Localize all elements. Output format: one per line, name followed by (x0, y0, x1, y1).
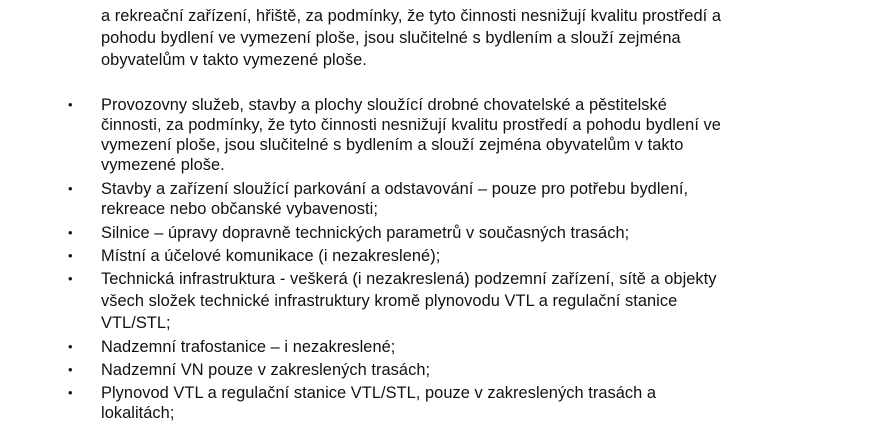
list-item-line: Nadzemní VN pouze v zakreslených trasách; (101, 361, 431, 379)
bullet-icon: • (68, 248, 73, 263)
bullet-icon: • (68, 97, 73, 112)
list-item-line: Nadzemní trafostanice – i nezakreslené; (101, 338, 396, 356)
bullet-icon: • (68, 225, 73, 240)
bullet-icon: • (68, 362, 73, 377)
bullet-icon: • (68, 339, 73, 354)
bullet-icon: • (68, 385, 73, 400)
list-item-line: lokalitách; (101, 404, 175, 422)
list-item-line: Plynovod VTL a regulační stanice VTL/STL, pouze v zakreslených trasách a (101, 384, 657, 402)
intro-line: pohodu bydlení ve vymezení ploše, jsou slučitelné s bydlením a slouží zejména (101, 29, 681, 47)
list-item-line: Provozovny služeb, stavby a plochy sloužící drobné chovatelské a pěstitelské (101, 96, 667, 114)
list-item-line: Místní a účelové komunikace (i nezakreslené); (101, 247, 441, 265)
intro-line: obyvatelům v takto vymezené ploše. (101, 51, 367, 69)
list-item-line: činnosti, za podmínky, že tyto činnosti nesnižují kvalitu prostředí a pohodu bydlení ve (101, 116, 721, 134)
list-item-line: rekreace nebo občanské vybavenosti; (101, 200, 378, 218)
list-item-line: Technická infrastruktura - veškerá (i nezakreslená) podzemní zařízení, sítě a objekty (101, 270, 717, 288)
intro-line: a rekreační zařízení, hřiště, za podmínky, že tyto činnosti nesnižují kvalitu prostředí a (101, 7, 721, 25)
list-item-line: Silnice – úpravy dopravně technických parametrů v současných trasách; (101, 224, 630, 242)
list-item-line: Stavby a zařízení sloužící parkování a odstavování – pouze pro potřebu bydlení, (101, 180, 689, 198)
list-item-line: vymezení ploše, jsou slučitelné s bydlením a slouží zejména obyvatelům v takto (101, 136, 684, 154)
list-item-line: VTL/STL; (101, 314, 171, 332)
list-item-line: všech složek technické infrastruktury kromě plynovodu VTL a regulační stanice (101, 292, 678, 310)
bullet-icon: • (68, 271, 73, 286)
bullet-icon: • (68, 181, 73, 196)
list-item-line: vymezené ploše. (101, 156, 225, 174)
